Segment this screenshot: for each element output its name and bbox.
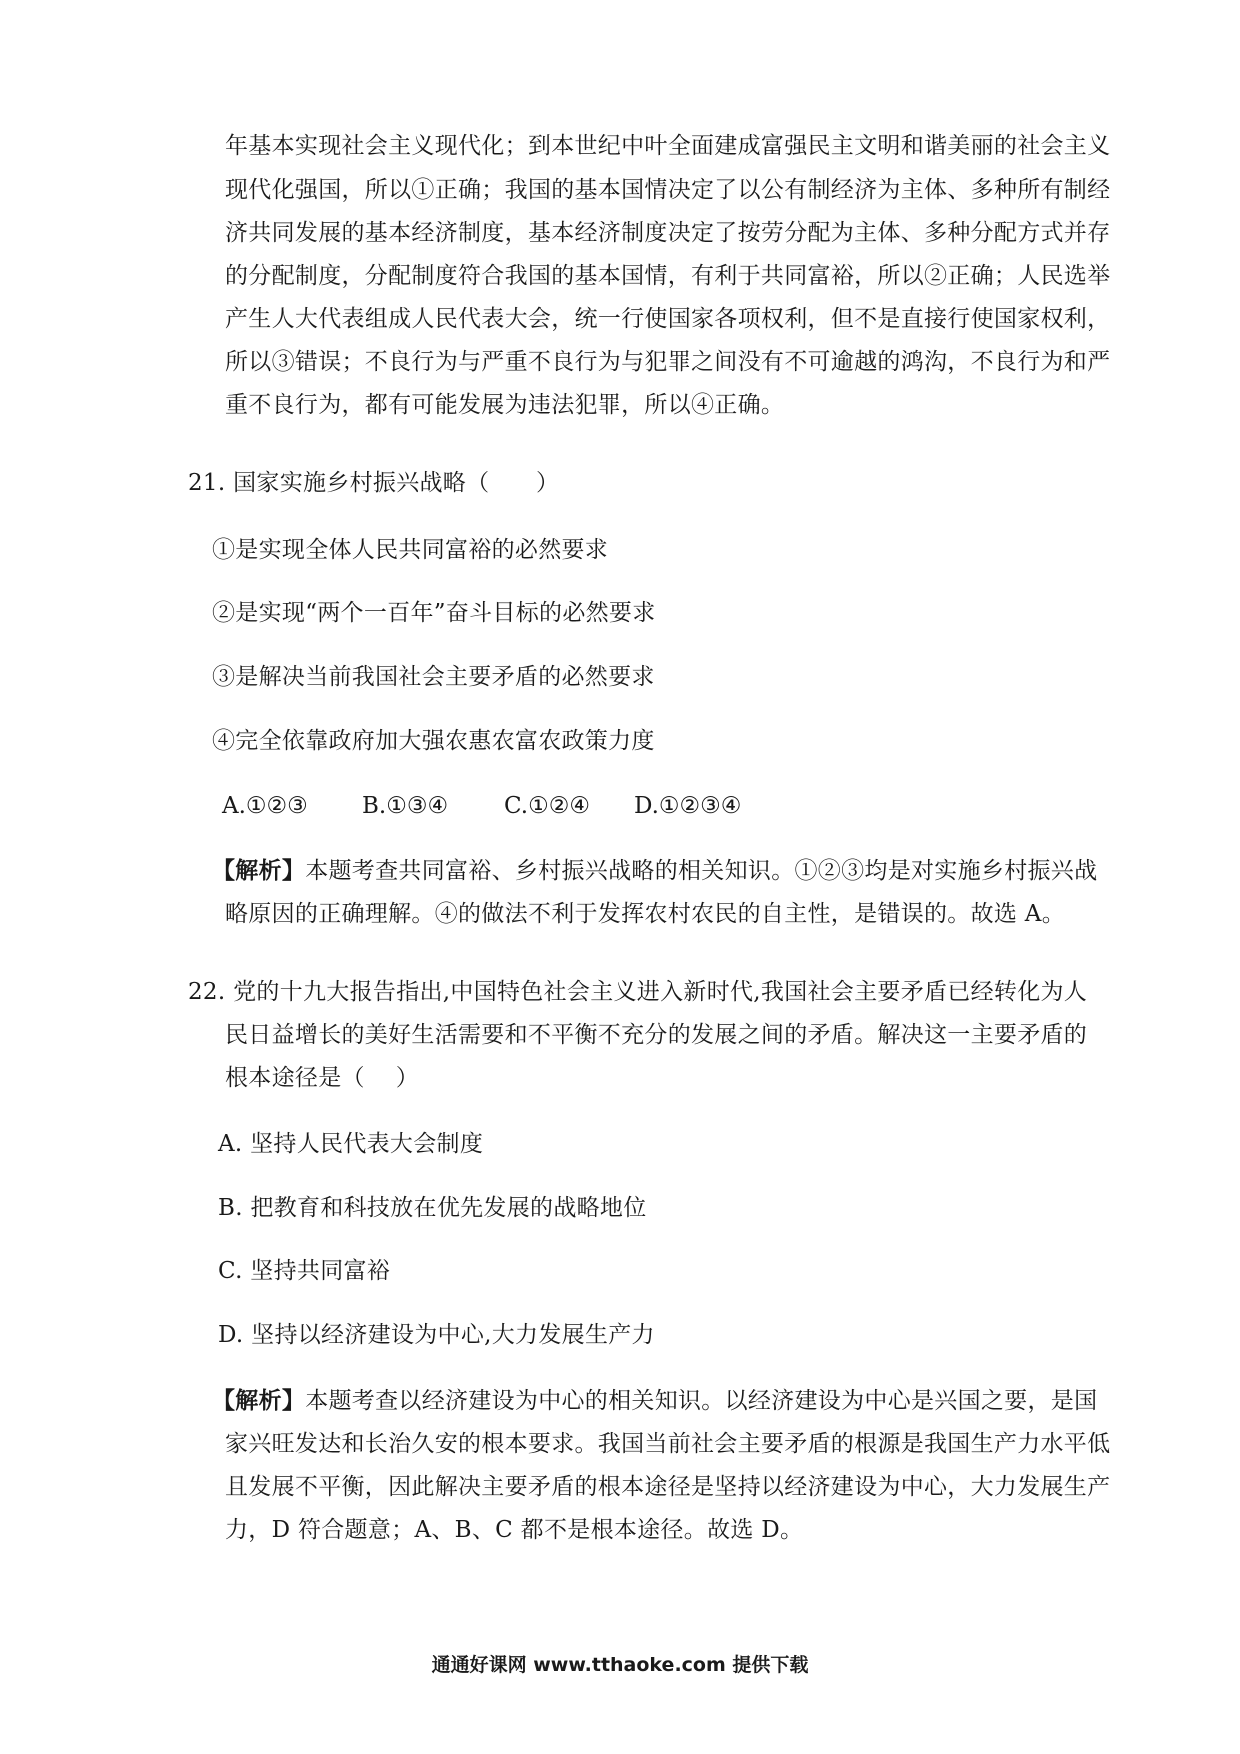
q22-stem-line-3: 根本途径是（ ） (225, 1065, 420, 1091)
q22-analysis-text-1: 本题考查以经济建设为中心的相关知识。以经济建设为中心是兴国之要，是国 (305, 1388, 1098, 1414)
q21-option-d: D.①②③④ (634, 793, 742, 819)
q22-option-d: D. 坚持以经济建设为中心,大力发展生产力 (218, 1322, 655, 1348)
continuation-line-3: 济共同发展的基本经济制度，基本经济制度决定了按劳分配为主体、多种分配方式并存 (225, 220, 1111, 246)
q22-stem-line-2: 民日益增长的美好生活需要和不平衡不充分的发展之间的矛盾。解决这一主要矛盾的 (225, 1022, 1088, 1048)
q22-analysis-line-2: 家兴旺发达和长治久安的根本要求。我国当前社会主要矛盾的根源是我国生产力水平低 (225, 1431, 1111, 1457)
q21-analysis-line-2: 略原因的正确理解。④的做法不利于发挥农村农民的自主性，是错误的。故选 A。 (225, 901, 1066, 927)
q22-option-a: A. 坚持人民代表大会制度 (218, 1131, 484, 1157)
footer-source-link[interactable]: 通通好课网 www.tthaoke.com 提供下载 (431, 1654, 809, 1676)
q21-option-a: A.①②③ (222, 793, 308, 819)
q22-analysis-line-1 (212, 1386, 1097, 1416)
q21-item-3: ③是解决当前我国社会主要矛盾的必然要求 (212, 664, 655, 690)
q21-item-2: ②是实现“两个一百年”奋斗目标的必然要求 (212, 600, 656, 626)
q22-stem-line-1: 22. 党的十九大报告指出,中国特色社会主义进入新时代,我国社会主要矛盾已经转化为人 (188, 979, 1088, 1005)
q21-stem: 21. 国家实施乡村振兴战略（ ） (188, 470, 560, 496)
q21-option-b: B.①③④ (362, 793, 449, 819)
q21-option-c: C.①②④ (504, 793, 590, 819)
continuation-line-6: 所以③错误；不良行为与严重不良行为与犯罪之间没有不可逾越的鸿沟，不良行为和严 (225, 349, 1111, 375)
continuation-line-7: 重不良行为，都有可能发展为违法犯罪，所以④正确。 (225, 392, 785, 418)
q22-option-b: B. 把教育和科技放在优先发展的战略地位 (218, 1195, 647, 1221)
q22-analysis-tag: 【解析】 (212, 1387, 306, 1414)
q21-options (222, 791, 741, 821)
q21-analysis-tag: 【解析】 (212, 857, 306, 884)
continuation-line-1: 年基本实现社会主义现代化；到本世纪中叶全面建成富强民主文明和谐美丽的社会主义 (225, 133, 1111, 159)
continuation-line-2: 现代化强国，所以①正确；我国的基本国情决定了以公有制经济为主体、多种所有制经 (225, 177, 1111, 203)
q22-analysis-line-3: 且发展不平衡，因此解决主要矛盾的根本途径是坚持以经济建设为中心，大力发展生产 (225, 1474, 1111, 1500)
q21-analysis-line-1 (212, 856, 1097, 886)
q21-item-1: ①是实现全体人民共同富裕的必然要求 (212, 537, 609, 563)
continuation-line-5: 产生人大代表组成人民代表大会，统一行使国家各项权利，但不是直接行使国家权利， (225, 306, 1111, 332)
q21-analysis-text-1: 本题考查共同富裕、乡村振兴战略的相关知识。①②③均是对实施乡村振兴战 (305, 858, 1098, 884)
continuation-line-4: 的分配制度，分配制度符合我国的基本国情，有利于共同富裕，所以②正确；人民选举 (225, 263, 1111, 289)
q22-option-c: C. 坚持共同富裕 (218, 1258, 391, 1284)
q21-item-4: ④完全依靠政府加大强农惠农富农政策力度 (212, 728, 655, 754)
q22-analysis-line-4: 力，D 符合题意；A、B、C 都不是根本途径。故选 D。 (225, 1517, 804, 1543)
